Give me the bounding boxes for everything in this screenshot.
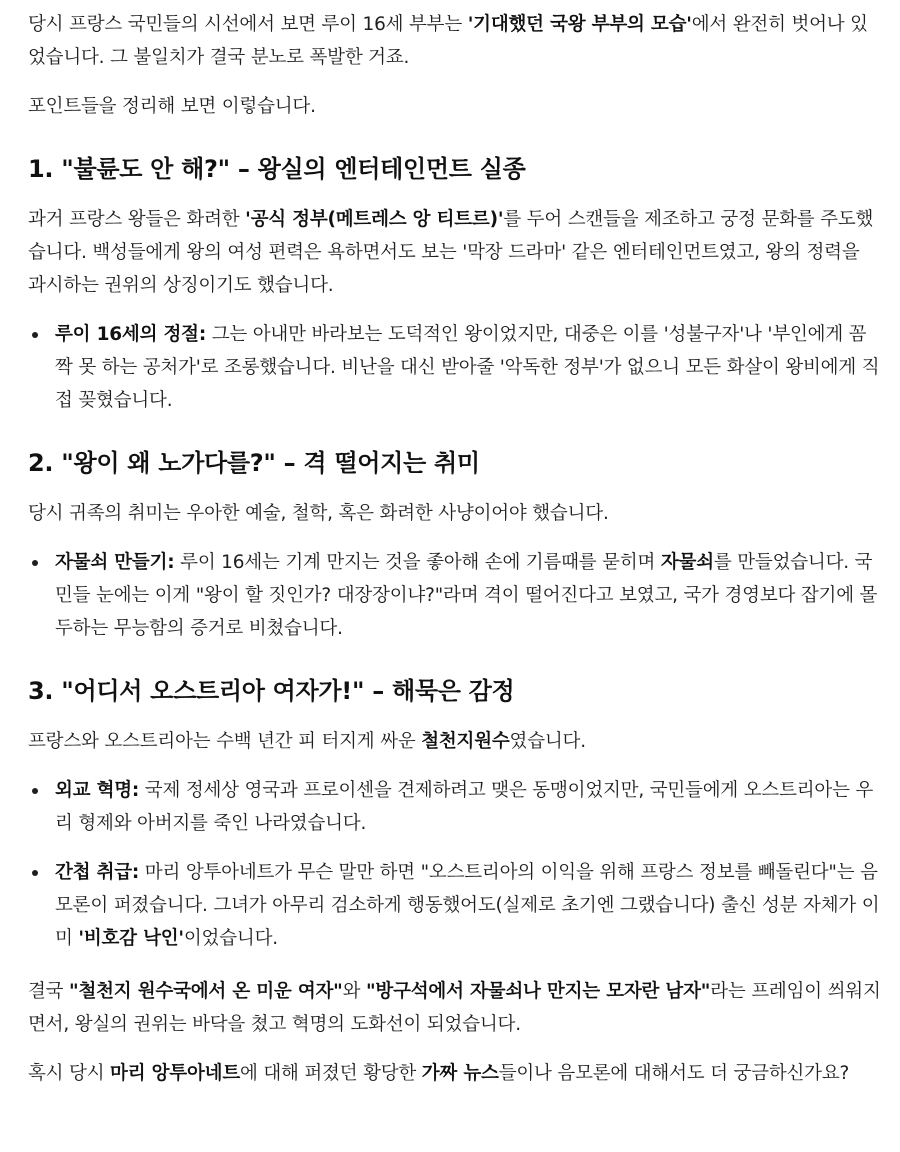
summary-lead-paragraph: 포인트들을 정리해 보면 이렇습니다. bbox=[28, 96, 316, 117]
section-1-emphasis: '공식 정부(메트레스 앙 티트르)' bbox=[245, 209, 504, 230]
bullet-label: 자물쇠 만들기: bbox=[55, 552, 175, 573]
question-text-end: 들이나 음모론에 대해서도 더 궁금하신가요? bbox=[498, 1063, 850, 1084]
list-item bbox=[28, 318, 882, 417]
intro-paragraph bbox=[28, 8, 882, 74]
follow-up-question-paragraph bbox=[28, 1057, 882, 1090]
conclusion-text-mid: 와 bbox=[342, 981, 366, 1002]
section-1-text-end: 를 두어 스캔들을 제조하고 궁정 문화를 주도했습니다. 백성들에게 왕의 여성 편력은 욕하면서도 보는 '막장 드라마' 같은 엔터테인먼트였고, 왕의 정력을 과시하는 권위의 상징이기도 했습니다. bbox=[28, 209, 874, 296]
intro-text-end: 에서 완전히 벗어나 있었습니다. 그 불일치가 결국 분노로 폭발한 거죠. bbox=[28, 14, 868, 68]
list-item bbox=[28, 774, 882, 840]
question-text-mid: 에 대해 퍼졌던 황당한 bbox=[240, 1063, 422, 1084]
section-1-bullet-list bbox=[28, 318, 882, 417]
bullet-emphasis: 자물쇠 bbox=[660, 552, 714, 573]
bullet-label: 간첩 취급: bbox=[55, 862, 140, 883]
section-1-heading: 1. "불륜도 안 해?" – 왕실의 엔터테인먼트 실종 bbox=[28, 155, 526, 183]
bullet-text-end: 를 만들었습니다. 국민들 눈에는 이게 "왕이 할 짓인가? 대장장이냐?"라며 격이 떨어진다고 보였고, 국가 경영보다 잡기에 몰두하는 무능함의 증거로 비쳤습니다. bbox=[55, 552, 878, 639]
section-3-text: 프랑스와 오스트리아는 수백 년간 피 터지게 싸운 bbox=[28, 731, 422, 752]
bullet-text: 그는 아내만 바라보는 도덕적인 왕이었지만, 대중은 이를 '성불구자'나 '부인에게 꼼짝 못 하는 공처가'로 조롱했습니다. 비난을 대신 받아줄 '악독한 정부'가 없으니 모든 화살이 왕비에게 직접 꽂혔습니다. bbox=[55, 324, 880, 411]
section-3-paragraph bbox=[28, 725, 882, 758]
section-3-text-end: 였습니다. bbox=[509, 731, 586, 752]
bullet-text: 루이 16세는 기계 만지는 것을 좋아해 손에 기름때를 묻히며 bbox=[174, 552, 661, 573]
conclusion-emphasis-2: "방구석에서 자물쇠나 만지는 모자란 남자" bbox=[365, 981, 711, 1002]
list-item bbox=[28, 546, 882, 645]
bullet-dot-icon bbox=[32, 870, 38, 876]
question-emphasis-1: 마리 앙투아네트 bbox=[110, 1063, 240, 1084]
bullet-label: 외교 혁명: bbox=[55, 780, 140, 801]
intro-emphasis: '기대했던 국왕 부부의 모습' bbox=[467, 14, 692, 35]
bullet-text: 마리 앙투아네트가 무슨 말만 하면 "오스트리아의 이익을 위해 프랑스 정보를 빼돌린다"는 음모론이 퍼졌습니다. 그녀가 아무리 검소하게 행동했어도(실제로 초기엔 그랬습니다) 출신 성분 자체가 이미 bbox=[55, 862, 880, 949]
bullet-dot-icon bbox=[32, 332, 38, 338]
bullet-text-end: 이었습니다. bbox=[183, 928, 278, 949]
question-text: 혹시 당시 bbox=[28, 1063, 111, 1084]
section-1-paragraph bbox=[28, 203, 882, 302]
bullet-text: 국제 정세상 영국과 프로이센을 견제하려고 맺은 동맹이었지만, 국민들에게 오스트리아는 우리 형제와 아버지를 죽인 나라였습니다. bbox=[55, 780, 874, 834]
bullet-emphasis: '비호감 낙인' bbox=[78, 928, 184, 949]
bullet-dot-icon bbox=[32, 788, 38, 794]
list-item bbox=[28, 856, 882, 955]
conclusion-paragraph bbox=[28, 975, 882, 1041]
conclusion-text-end: 라는 프레임이 씌워지면서, 왕실의 권위는 바닥을 쳤고 혁명의 도화선이 되었습니다. bbox=[28, 981, 881, 1035]
section-3-emphasis: 철천지원수 bbox=[421, 731, 510, 752]
bullet-label: 루이 16세의 정절: bbox=[55, 324, 207, 345]
section-3-bullet-list bbox=[28, 774, 882, 955]
section-3-heading: 3. "어디서 오스트리아 여자가!" – 해묵은 감정 bbox=[28, 677, 515, 705]
section-2-paragraph: 당시 귀족의 취미는 우아한 예술, 철학, 혹은 화려한 사냥이어야 했습니다. bbox=[28, 503, 609, 524]
intro-text: 당시 프랑스 국민들의 시선에서 보면 루이 16세 부부는 bbox=[28, 14, 468, 35]
section-1-text: 과거 프랑스 왕들은 화려한 bbox=[28, 209, 246, 230]
section-2-heading: 2. "왕이 왜 노가다를?" – 격 떨어지는 취미 bbox=[28, 449, 480, 477]
question-emphasis-2: 가짜 뉴스 bbox=[421, 1063, 499, 1084]
bullet-dot-icon bbox=[32, 560, 38, 566]
conclusion-text: 결국 bbox=[28, 981, 70, 1002]
section-2-bullet-list bbox=[28, 546, 882, 645]
conclusion-emphasis-1: "철천지 원수국에서 온 미운 여자" bbox=[69, 981, 343, 1002]
